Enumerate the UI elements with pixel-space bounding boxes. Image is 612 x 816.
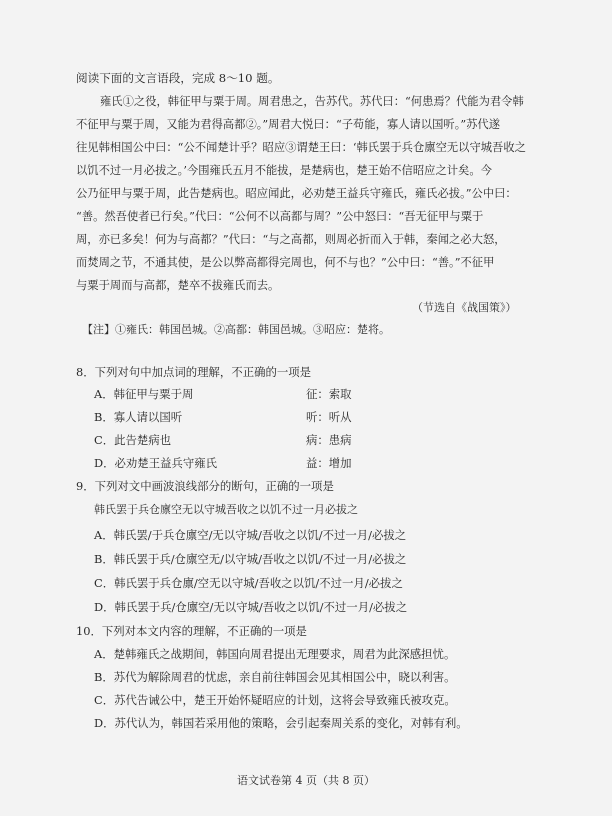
q10-option-a: A．楚韩雍氏之战期间，韩国向周君提出无理要求，周君为此深感担忧。 [94, 647, 456, 661]
passage-line: “善。然吾使者已行矣。”代曰：“公何不以高都与周？”公中怒曰：“吾无征甲与粟于 [76, 210, 484, 223]
passage-line: 公乃征甲与粟于周，此告楚病也。昭应闻此，必劝楚王益兵守雍氏，雍氏必拔。”公中曰： [76, 187, 517, 200]
q10-option-d: D．苏代认为，韩国若采用他的策略，会引起秦周关系的变化，对韩有利。 [94, 716, 468, 730]
q9-option-b: B．韩氏罢于兵/仓廪空无/以守城/吾收之以饥/不过一月/必拔之 [94, 552, 407, 566]
q8-option-c-gloss: 病：患病 [306, 433, 352, 447]
q8-option-a: A．韩征甲与粟于周 [94, 387, 194, 401]
q8-option-d: D．必劝楚王益兵守雍氏 [94, 456, 218, 470]
passage-line: 往见韩相国公中曰：“公不闻楚计乎？昭应③谓楚王曰：‘韩氏罢于兵仓廪空无以守城吾收之 [76, 141, 526, 154]
passage-source: （节选自《战国策》） [412, 301, 517, 314]
annotation-note: 【注】①雍氏：韩国邑城。②高都：韩国邑城。③昭应：楚将。 [82, 323, 390, 336]
passage-line: 周，亦已多矣！何为与高都？”代曰：“与之高都，则周必折而入于韩，秦闻之必大怒， [76, 233, 506, 246]
page-footer: 语文试卷第 4 页（共 8 页） [237, 774, 375, 787]
question-8-stem: 8．下列对句中加点词的理解，不正确的一项是 [76, 365, 312, 379]
q8-option-b: B．寡人请以国听 [94, 410, 183, 424]
passage-line: 不征甲与粟于周，又能为君得高都②。”周君大悦曰：“子苟能，寡人请以国听。”苏代遂 [76, 118, 501, 131]
q9-option-c: C．韩氏罢于兵仓廪/空无以守城/吾收之以饥/不过一月/必拔之 [94, 576, 403, 590]
question-10-stem: 10．下列对本文内容的理解，不正确的一项是 [76, 624, 307, 638]
q10-option-b: B．苏代为解除周君的忧虑，亲自前往韩国会见其相国公中，晓以利害。 [94, 670, 456, 684]
q8-option-c: C．此告楚病也 [94, 433, 172, 447]
q8-option-d-gloss: 益：增加 [306, 456, 352, 470]
reading-instruction: 阅读下面的文言语段，完成 8～10 题。 [76, 71, 280, 85]
passage-line: 雍氏①之役，韩征甲与粟于周。周君患之，告苏代。苏代曰：“何患焉？代能为君令韩 [100, 95, 524, 108]
q8-option-a-gloss: 征：索取 [306, 387, 352, 401]
q9-option-d: D．韩氏罢于兵/仓廪空/无以守城/吾收之以饥/不过一月/必拔之 [94, 600, 408, 614]
passage-line: 与粟于周而与高都，楚卒不拔雍氏而去。 [76, 279, 280, 292]
q9-option-a: A．韩氏罢/于兵仓廪空/无以守城/吾收之以饥/不过一月/必拔之 [94, 528, 407, 542]
q10-option-c: C．苏代告诫公中，楚王开始怀疑昭应的计划，这将会导致雍氏被攻克。 [94, 693, 456, 707]
passage-line: 以饥不过一月必拔之。’今围雍氏五月不能拔，是楚病也，楚王始不信昭应之计矣。今 [76, 164, 492, 177]
question-9-stem: 9．下列对文中画波浪线部分的断句，正确的一项是 [76, 479, 334, 493]
q8-option-b-gloss: 听：听从 [306, 410, 352, 424]
q9-wavy-sentence: 韩氏罢于兵仓廪空无以守城吾收之以饥不过一月必拔之 [94, 503, 358, 516]
passage-line: 而焚周之节，不通其使，是公以弊高都得完周也，何不与也？”公中曰：“善。”不征甲 [76, 256, 495, 269]
